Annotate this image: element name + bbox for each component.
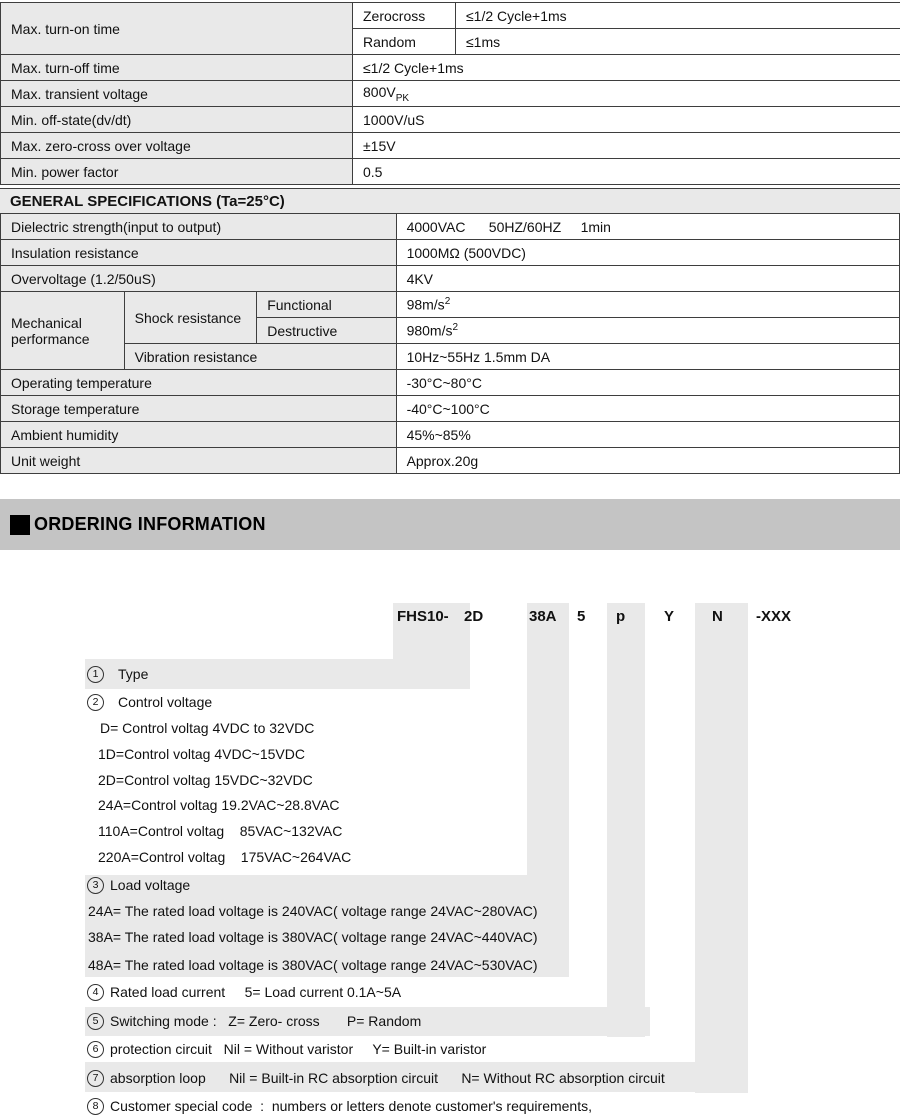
ordering-option-text: 24A=Control voltag 19.2VAC~28.8VAC xyxy=(98,797,340,813)
ordering-item-label: Type xyxy=(118,666,149,682)
row-value xyxy=(353,81,900,107)
value-subscript: PK xyxy=(395,92,410,104)
row-value: 0.5 xyxy=(353,159,900,185)
row-label: Functional xyxy=(257,292,396,318)
table-row xyxy=(1,107,900,133)
ordering-option-text: 1D=Control voltag 4VDC~15VDC xyxy=(98,746,305,762)
part-number-load-voltage: 38A xyxy=(529,608,557,625)
ordering-item-rated-load-current xyxy=(87,983,401,1001)
value-text: 98m/s xyxy=(406,296,445,313)
table-row xyxy=(1,292,900,318)
ordering-option xyxy=(100,719,314,737)
row-label: Operating temperature xyxy=(1,370,397,396)
row-value: ±15V xyxy=(353,133,900,159)
black-square-icon xyxy=(10,515,30,535)
table-row xyxy=(1,370,900,396)
ordering-item-customer-special-code xyxy=(87,1097,592,1115)
part-number-absorption: N xyxy=(712,608,723,625)
circled-number: 6 xyxy=(87,1041,104,1058)
part-number-prefix: FHS10- xyxy=(397,608,449,625)
row-label: Destructive xyxy=(257,318,396,344)
row-label: Max. transient voltage xyxy=(1,81,353,107)
table-row xyxy=(1,214,900,240)
row-value: 45%~85% xyxy=(396,422,899,448)
ordering-item-label: Control voltage xyxy=(118,694,213,710)
row-value: ≤1/2 Cycle+1ms xyxy=(456,3,900,29)
circled-number: 8 xyxy=(87,1098,104,1115)
code-column-absorption-loop xyxy=(695,603,748,1093)
code-column-load-voltage xyxy=(527,603,569,876)
ordering-item-switching-mode xyxy=(87,1012,421,1030)
row-label: Max. turn-off time xyxy=(1,55,353,81)
ordering-item-label: Customer special code : numbers or letters denote customer's requirements, xyxy=(110,1098,592,1114)
ordering-item-control-voltage xyxy=(87,693,212,711)
table-row xyxy=(1,3,900,29)
ordering-item-load-voltage xyxy=(87,876,190,894)
row-label: Min. off-state(dv/dt) xyxy=(1,107,353,133)
mode-cell: Zerocross xyxy=(353,3,456,29)
ordering-item-label: protection circuit Nil = Without varistor Y= Built-in varistor xyxy=(110,1041,487,1057)
table-row xyxy=(1,81,900,107)
circled-number: 7 xyxy=(87,1070,104,1087)
table-row xyxy=(1,266,900,292)
ordering-option-text: D= Control voltag 4VDC to 32VDC xyxy=(100,720,315,736)
ordering-diagram xyxy=(0,550,900,1120)
ordering-item-absorption-loop xyxy=(87,1069,665,1087)
row-label: Overvoltage (1.2/50uS) xyxy=(1,266,397,292)
table-row xyxy=(1,448,900,474)
row-label: Mechanical performance xyxy=(1,292,125,370)
value-text: 800V xyxy=(363,83,396,100)
spec-table-top xyxy=(0,2,900,185)
table-row xyxy=(1,240,900,266)
row-label: Vibration resistance xyxy=(124,344,396,370)
ordering-item-protection-circuit xyxy=(87,1040,486,1058)
value-superscript: 2 xyxy=(452,322,459,334)
ordering-option-text: 24A= The rated load voltage is 240VAC( voltage range 24VAC~280VAC) xyxy=(88,903,538,919)
ordering-option xyxy=(88,956,538,974)
table-row xyxy=(1,159,900,185)
ordering-option xyxy=(88,928,538,946)
ordering-option xyxy=(88,902,538,920)
value-superscript: 2 xyxy=(444,296,451,308)
part-number-protection: Y xyxy=(664,608,675,625)
ordering-option-text: 48A= The rated load voltage is 380VAC( voltage range 24VAC~530VAC) xyxy=(88,957,538,973)
value-text: 980m/s xyxy=(406,322,453,339)
code-column-switching-mode xyxy=(607,603,645,1037)
circled-number: 5 xyxy=(87,1013,104,1030)
part-number-load-current: 5 xyxy=(577,608,586,625)
row-label: Ambient humidity xyxy=(1,422,397,448)
ordering-option xyxy=(98,822,342,840)
row-label: Storage temperature xyxy=(1,396,397,422)
ordering-item-label: Switching mode : Z= Zero- cross P= Random xyxy=(110,1013,422,1029)
spec-table-general xyxy=(0,213,900,474)
row-value: 4KV xyxy=(396,266,899,292)
row-value xyxy=(396,292,899,318)
table-row xyxy=(1,344,900,370)
row-value: -40°C~100°C xyxy=(396,396,899,422)
row-value: 10Hz~55Hz 1.5mm DA xyxy=(396,344,899,370)
table-row xyxy=(1,422,900,448)
part-number-suffix: -XXX xyxy=(756,608,792,625)
row-value xyxy=(396,318,899,344)
row-label: Max. turn-on time xyxy=(1,3,353,55)
table-row xyxy=(1,133,900,159)
row-value: Approx.20g xyxy=(396,448,899,474)
row-label: Insulation resistance xyxy=(1,240,397,266)
table-row xyxy=(1,396,900,422)
row-label: Unit weight xyxy=(1,448,397,474)
ordering-item-label: Rated load current 5= Load current 0.1A~5A xyxy=(110,984,402,1000)
ordering-item-label: Load voltage xyxy=(110,877,191,893)
ordering-option-text: 38A= The rated load voltage is 380VAC( voltage range 24VAC~440VAC) xyxy=(88,929,538,945)
circled-number: 4 xyxy=(87,984,104,1001)
row-value: 1000V/uS xyxy=(353,107,900,133)
part-number-switching-mode: p xyxy=(616,608,626,625)
ordering-option xyxy=(98,796,340,814)
circled-number: 2 xyxy=(87,694,104,711)
ordering-option xyxy=(98,771,313,789)
row-value: ≤1ms xyxy=(456,29,900,55)
mode-cell: Random xyxy=(353,29,456,55)
row-label: Dielectric strength(input to output) xyxy=(1,214,397,240)
row-value: -30°C~80°C xyxy=(396,370,899,396)
section-title: ORDERING INFORMATION xyxy=(34,514,266,534)
ordering-item-type xyxy=(87,665,148,683)
row-value: 4000VAC 50HZ/60HZ 1min xyxy=(396,214,899,240)
ordering-item-label: absorption loop Nil = Built-in RC absorption circuit N= Without RC absorption circuit xyxy=(110,1070,665,1086)
part-number-control-voltage: 2D xyxy=(464,608,484,625)
ordering-option-text: 2D=Control voltag 15VDC~32VDC xyxy=(98,772,313,788)
circled-number: 1 xyxy=(87,666,104,683)
circled-number: 3 xyxy=(87,877,104,894)
table-row xyxy=(1,55,900,81)
general-specifications-header: GENERAL SPECIFICATIONS (Ta=25°C) xyxy=(0,188,900,213)
ordering-option-text: 220A=Control voltag 175VAC~264VAC xyxy=(98,849,352,865)
ordering-option xyxy=(98,745,305,763)
ordering-option-text: 110A=Control voltag 85VAC~132VAC xyxy=(98,823,343,839)
row-value: ≤1/2 Cycle+1ms xyxy=(353,55,900,81)
row-value: 1000MΩ (500VDC) xyxy=(396,240,899,266)
row-label: Shock resistance xyxy=(124,292,257,344)
ordering-information-bar xyxy=(0,499,900,550)
row-label: Min. power factor xyxy=(1,159,353,185)
ordering-option xyxy=(98,848,351,866)
row-label: Max. zero-cross over voltage xyxy=(1,133,353,159)
